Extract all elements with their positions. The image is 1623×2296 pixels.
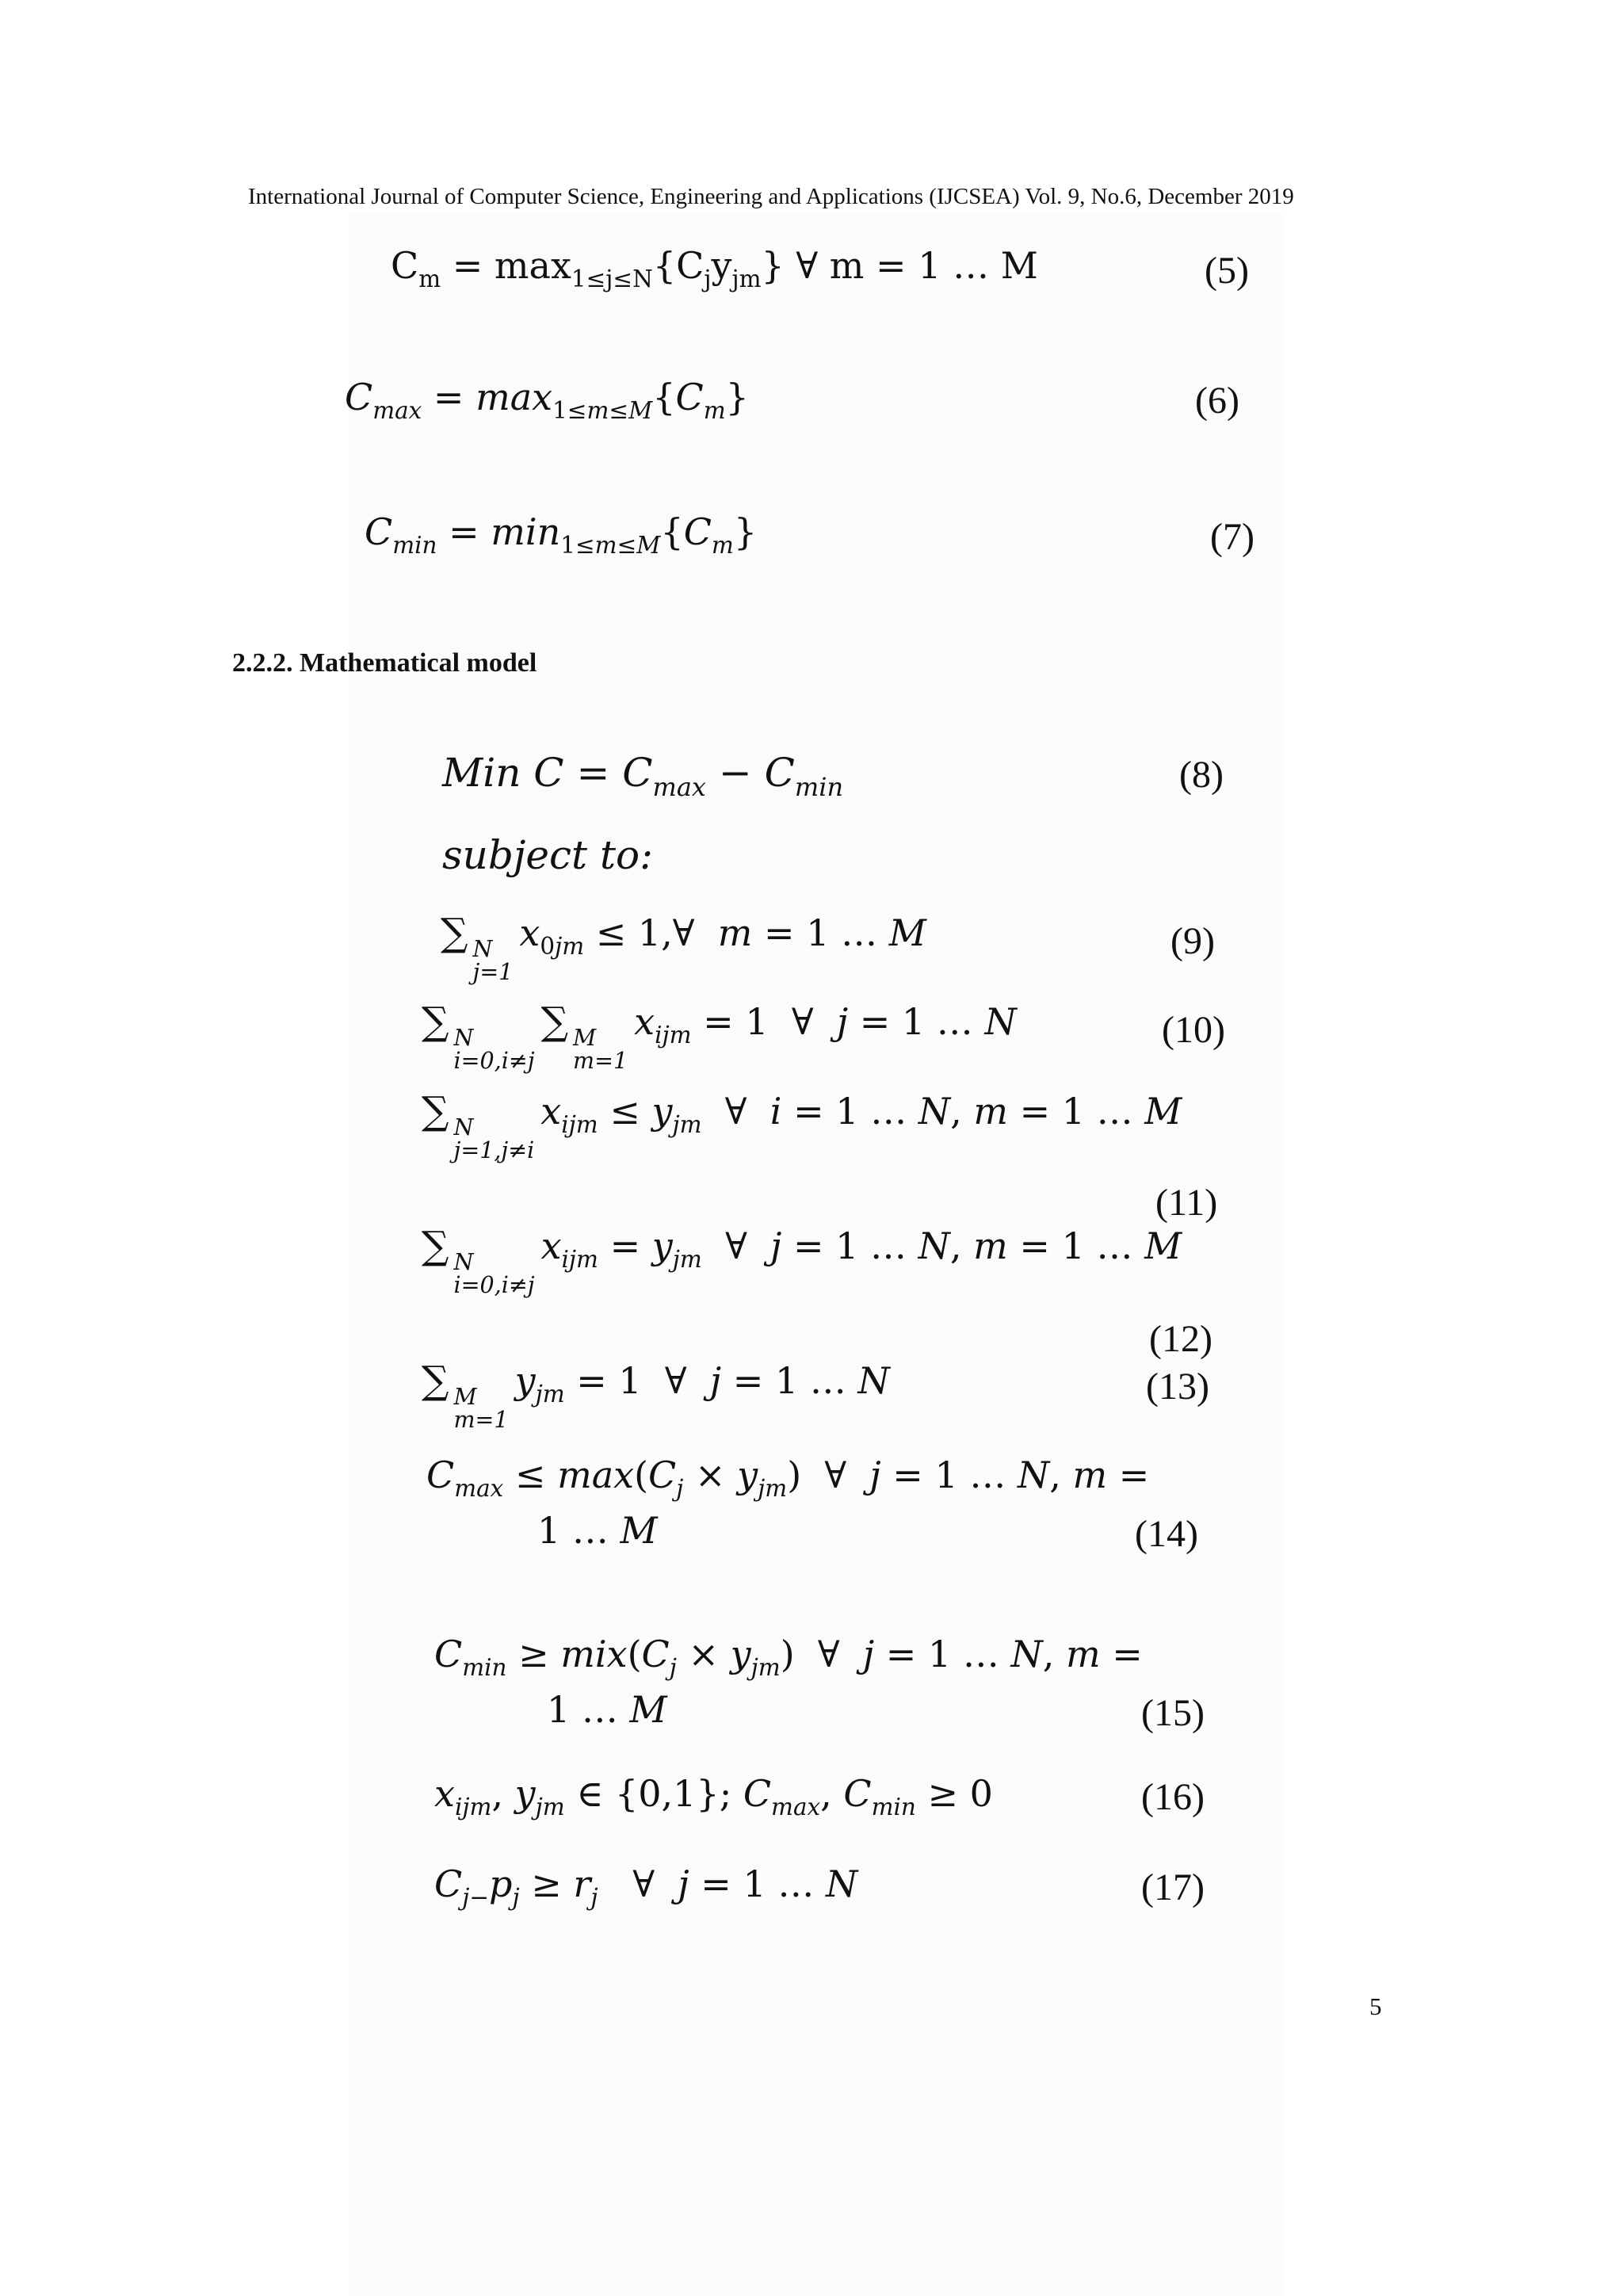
subject-to-label: [442, 832, 653, 878]
equation-6: $C_{max} = \max_{1\le m\le M}\{C_m\}$: [345, 376, 749, 425]
equation-15: $C_{min} \ge mix(C_j \times y_{jm})$ ∀ j = 1 … N, m =: [434, 1633, 1143, 1682]
equation-number-7: (7): [1210, 516, 1254, 558]
equation-15-continuation: 1 … M: [547, 1688, 667, 1731]
subject-to-text: subject to:: [442, 832, 653, 878]
equation-number-5: (5): [1205, 250, 1249, 292]
equation-number-14: (14): [1135, 1513, 1198, 1555]
section-heading: 2.2.2. Mathematical model: [232, 648, 537, 678]
equation-14: $C_{max} \le \max(C_j \times y_{jm})$ ∀ j = 1 … N, m =: [426, 1454, 1150, 1503]
equation-number-12: (12): [1149, 1318, 1212, 1360]
equation-number-10: (10): [1162, 1009, 1225, 1051]
equation-number-13: (13): [1146, 1366, 1209, 1408]
equation-9: ∑ N j=1 $x_{0jm}$ ≤ 1,∀ m = 1 … M: [441, 911, 926, 985]
equation-number-17: (17): [1141, 1866, 1205, 1908]
equation-16: $x_{ijm}$, $y_{jm}$ ∈ {0,1}; $C_{max}$, $C_{min} \ge 0$: [434, 1772, 993, 1821]
equation-number-11: (11): [1155, 1182, 1218, 1224]
equation-11: ∑ N j=1,j≠i $x_{ijm} \le y_{jm}$ ∀ i = 1 … N, m = 1 … M: [422, 1089, 1182, 1163]
equation-7: $C_{min} = \min_{1\le m\le M}\{C_m\}$: [365, 510, 758, 560]
equation-17: $C_{j-}p_j \ge r_j$ ∀ j = 1 … N: [434, 1862, 858, 1912]
equation-10: ∑ N i=0,i≠j ∑ M m=1 $x_{ijm} = 1$ ∀ j = 1 … N: [422, 999, 1017, 1074]
equation-number-6: (6): [1195, 380, 1239, 422]
equation-13: ∑ M m=1 $y_{jm} = 1$ ∀ j = 1 … N: [422, 1358, 890, 1433]
equation-number-8: (8): [1179, 754, 1224, 796]
running-header: International Journal of Computer Science, Engineering and Applications (IJCSEA) Vol. 9, No.6, December 2019: [248, 184, 1294, 209]
equation-8: Min $C = C_{max} - C_{min}$: [442, 750, 844, 803]
equation-number-16: (16): [1141, 1776, 1205, 1818]
equation-5: $C_m = \max_{1\le j\le N}\{C_jy_{jm}\}$ ∀ m = 1 … M: [391, 244, 1038, 293]
equation-12: ∑ N i=0,i≠j $x_{ijm} = y_{jm}$ ∀ j = 1 … N, m = 1 … M: [422, 1224, 1182, 1298]
equation-number-15: (15): [1141, 1692, 1205, 1734]
page-number: 5: [1369, 1992, 1382, 2020]
equation-14-continuation: 1 … M: [537, 1509, 658, 1552]
equation-number-9: (9): [1170, 920, 1215, 962]
